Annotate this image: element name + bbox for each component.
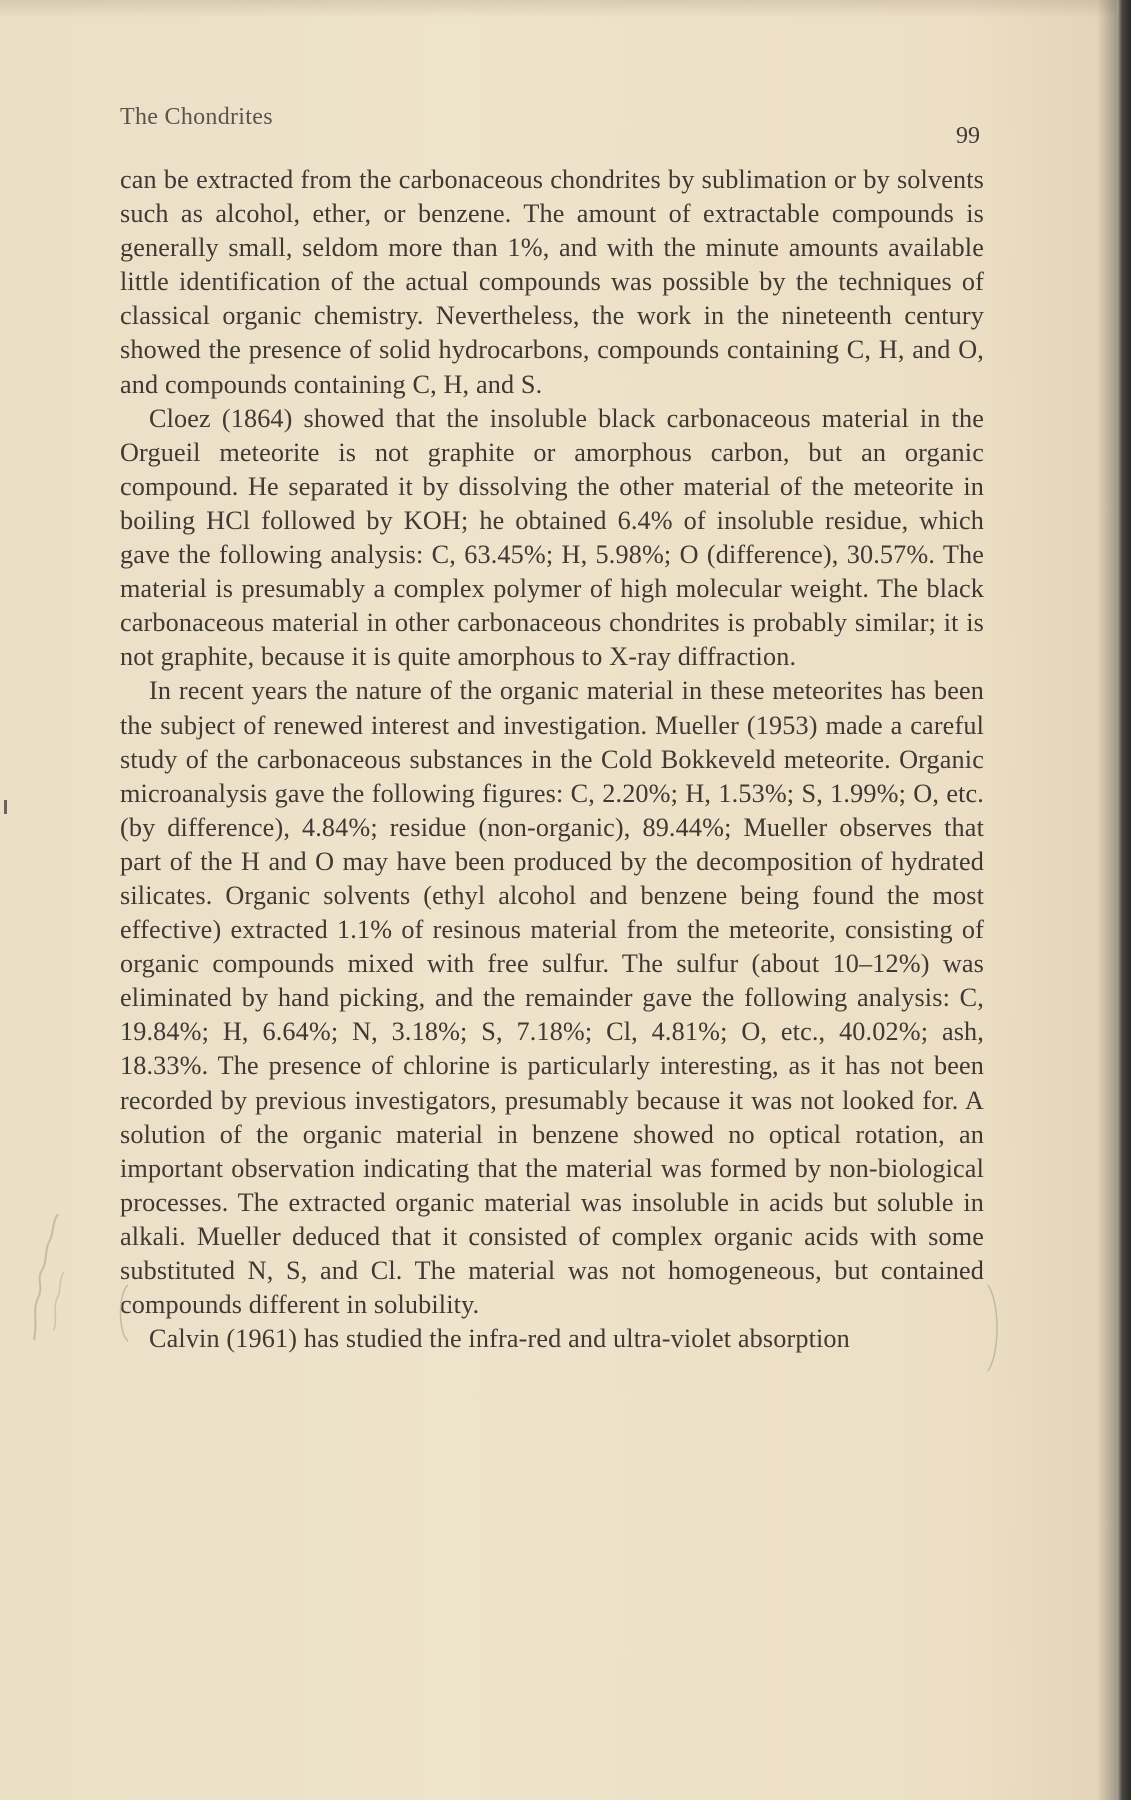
running-head: The Chondrites	[120, 104, 273, 130]
body-text	[120, 163, 984, 1356]
paragraph-mueller: In recent years the nature of the organic material in these meteorites has been the subject of renewed interest and investigation. Mueller (1953) made a careful study of the carbonaceous substances in the Cold Bokkeveld meteorite. Organic microanalysis gave the following figures: C, 2.20%; H, 1.53%; S, 1.99%; O, etc. (by difference), 4.84%; residue (non-organic), 89.44%; Mueller observes that part of the H and O may have been produced by the decomposition of hydrated silicates. Organic solvents (ethyl alcohol and benzene being found the most effective) extracted 1.1% of resinous material from the meteorite, consisting of organic compounds mixed with free sulfur. The sulfur (about 10–12%) was eliminated by hand picking, and the remainder gave the following analysis: C, 19.84%; H, 6.64%; N, 3.18%; S, 7.18%; Cl, 4.81%; O, etc., 40.02%; ash, 18.33%. The presence of chlorine is particularly interesting, as it has not been recorded by previous investigators, presumably because it was not looked for. A solution of the organic material in benzene showed no optical rotation, an important observation indicating that the material was formed by non-biological processes. The extracted organic material was insoluble in acids but soluble in alkali. Mueller deduced that it consisted of complex organic acids with some substituted N, S, and Cl. The material was not homogeneous, but contained compounds different in solubility.	[120, 676, 984, 1320]
pencil-bracket-left	[112, 1283, 132, 1343]
page-number: 99	[956, 123, 980, 149]
paragraph-calvin: Calvin (1961) has studied the infra-red and ultra-violet absorption	[149, 1324, 850, 1354]
paragraph-cloez: Cloez (1864) showed that the insoluble black carbonaceous material in the Orgueil meteorite is not graphite or amorphous carbon, but an organic compound. He separated it by dissolving the other material of the meteorite in boiling HCl followed by KOH; he obtained 6.4% of insoluble residue, which gave the following analysis: C, 63.45%; H, 5.98%; O (difference), 30.57%. The material is presumably a complex polymer of high molecular weight. The black carbonaceous material in other carbonaceous chondrites is probably similar; it is not graphite, because it is quite amorphous to X-ray diffraction.	[120, 403, 984, 672]
paragraph-continued: can be extracted from the carbonaceous chondrites by sublimation or by solvents such as alcohol, ether, or benzene. The amount of extractable compounds is generally small, seldom more than 1%, and with the minute amounts available little identification of the actual compounds was possible by the techniques of classical organic chemistry. Nevertheless, the work in the nineteenth century showed the presence of solid hydrocarbons, compounds containing C, H, and O, and compounds containing C, H, and S.	[120, 165, 984, 399]
page-top-shadow	[0, 0, 1131, 18]
margin-ink-mark	[4, 800, 7, 814]
page-edge-shadow	[1117, 0, 1131, 1800]
pencil-bracket-right	[984, 1283, 1004, 1373]
pencil-margin-annotation	[24, 1200, 84, 1350]
